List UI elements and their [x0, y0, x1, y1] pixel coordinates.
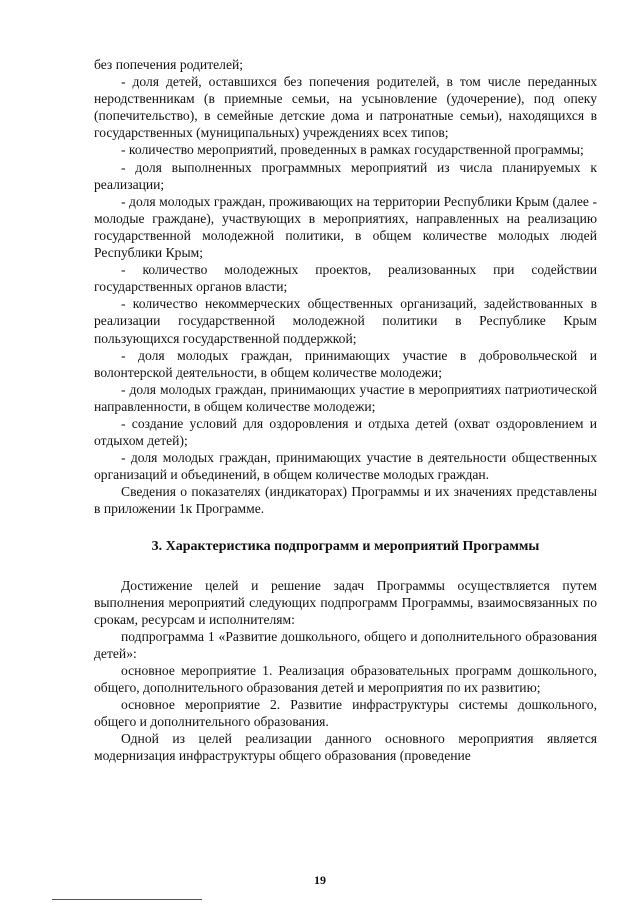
- paragraph: основное мероприятие 2. Развитие инфраструктуры системы дошкольного, общего и дополнительного образования.: [94, 697, 597, 730]
- page-number: 19: [314, 873, 326, 887]
- paragraph: - создание условий для оздоровления и отдыха детей (охват оздоровлением и отдыхом детей);: [94, 415, 597, 449]
- paragraph: - доля молодых граждан, принимающих участие в добровольческой и волонтерской деятельности, в общем количестве молодежи;: [94, 347, 597, 380]
- paragraph: - доля молодых граждан, принимающих участие в деятельности общественных организаций и объединений, в общем количестве молодых граждан.: [94, 450, 597, 483]
- paragraph: основное мероприятие 1. Реализация образовательных программ дошкольного, общего, дополнительного образования детей и мероприятия по их развитию;: [94, 663, 597, 696]
- paragraph: Достижение целей и решение задач Программы осуществляется путем выполнения мероприятий следующих подпрограмм Программы, взаимосвязанных по срокам, ресурсам и исполнителям:: [94, 577, 597, 627]
- paragraph: без попечения родителей;: [94, 57, 244, 72]
- paragraph: - количество мероприятий, проведенных в рамках государственной программы;: [121, 142, 584, 158]
- paragraph: - доля молодых граждан, принимающих участие в мероприятиях патриотической направленности, в общем количестве молодежи;: [94, 381, 597, 414]
- document-page: [94, 56, 597, 765]
- paragraph: - доля молодых граждан, проживающих на территории Республики Крым (далее - молодые граждане), участвующих в мероприятиях, направленных на реализацию государственной молодежной политики, в общем количестве молодых людей Республики Крым;: [94, 193, 597, 261]
- paragraph: - доля выполненных программных мероприятий из числа планируемых к реализации;: [94, 159, 597, 192]
- paragraph: Одной из целей реализации данного основного мероприятия является модернизация инфраструктуры общего образования (проведение: [94, 731, 597, 764]
- section-heading: 3. Характеристика подпрограмм и мероприятий Программы: [151, 538, 540, 554]
- paragraph: - доля детей, оставшихся без попечения родителей, в том числе переданных неродственникам (в приемные семьи, на усыновление (удочерение), под опеку (попечительство), в семейные детские дома и патронатные семьи), находящихся в государственных (муниципальных) учреждениях всех типов;: [94, 74, 597, 141]
- paragraph: Сведения о показателях (индикаторах) Программы и их значениях представлены в приложении 1к Программе.: [94, 484, 597, 517]
- paragraph: - количество молодежных проектов, реализованных при содействии государственных органов власти;: [94, 262, 597, 295]
- paragraph: - количество некоммерческих общественных организаций, задействованных в реализации государственной молодежной политики в Республике Крым пользующихся государственной поддержкой;: [94, 296, 597, 346]
- paragraph: подпрограмма 1 «Развитие дошкольного, общего и дополнительного образования детей»:: [94, 628, 597, 661]
- footer-rule: [52, 899, 202, 900]
